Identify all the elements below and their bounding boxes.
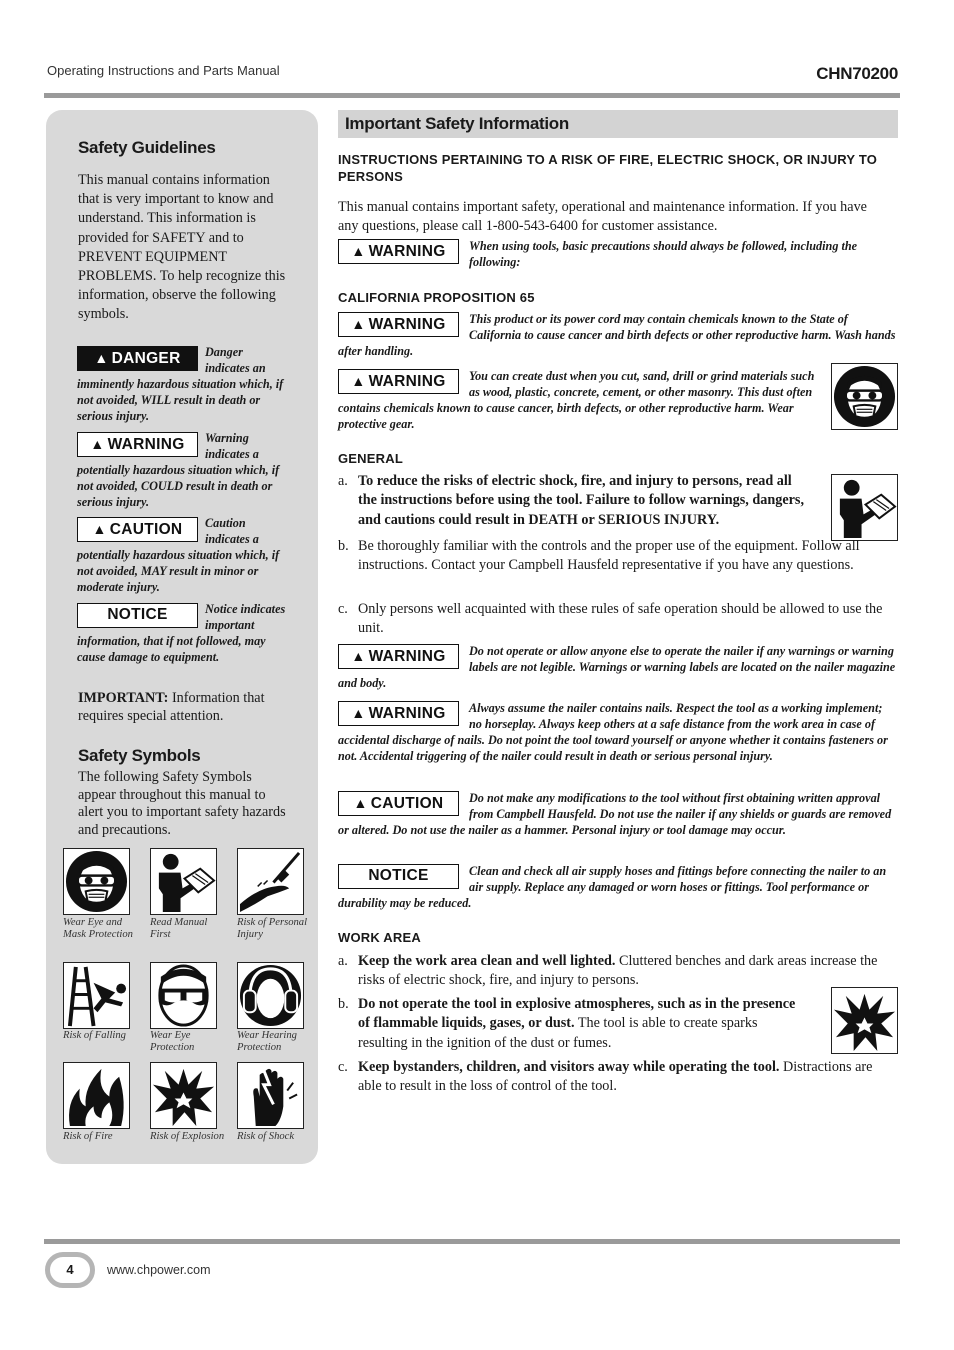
notice-badge: NOTICE — [338, 864, 459, 889]
hearing-protection-icon — [237, 962, 304, 1029]
page-number: 4 — [45, 1252, 95, 1288]
prop65-heading: CALIFORNIA PROPOSITION 65 — [338, 290, 535, 305]
manual-title: Operating Instructions and Parts Manual — [47, 63, 280, 78]
work-item-b: b. Do not operate the tool in explosive atmospheres, such as in the presence of flammable liquids, gases, or dust. The tool is able to create sparks resulting in the ignition of the dust or fumes. — [338, 996, 796, 1051]
warning-triangle-icon: ▲ — [92, 521, 107, 537]
notice-air-hoses: NOTICE Clean and check all air supply hoses and fittings before connecting the nailer to an air supply. Replace any damaged or worn hoses or fittings. Tool performance or durability may be reduced. — [338, 864, 887, 911]
safety-symbols-intro: The following Safety Symbols appear throughout this manual to alert you to important safety hazards and precautions. — [78, 769, 286, 838]
warning-triangle-icon: ▲ — [351, 705, 366, 721]
notice-badge: NOTICE — [77, 603, 198, 628]
warning-badge: ▲ WARNING — [338, 369, 459, 394]
signal-caution-text: Caution indicates a potentially hazardous situation which, if not avoided, MAY result in minor or moderate injury. — [77, 516, 280, 595]
symbol-caption: Wear Eye Protection — [150, 1030, 195, 1054]
danger-badge: ▲ DANGER — [77, 346, 198, 371]
work-area-heading: WORK AREA — [338, 930, 421, 945]
symbol-caption: Read Manual First — [150, 917, 208, 941]
warning-prop65: ▲ WARNING This product or its power cord may contain chemicals known to the State of California to cause cancer and birth defects or other reproductive harm. Wash hands after handling. — [338, 312, 896, 359]
section-title-bar — [338, 110, 898, 138]
warning-badge: ▲ WARNING — [77, 432, 198, 457]
header-rule — [44, 93, 900, 98]
model-number: CHN70200 — [816, 64, 898, 83]
safety-guidelines-intro: This manual contains information that is very important to know and understand. This information is provided for SAFETY and to PREVENT EQUIPMENT PROBLEMS. To help recognize this information, observe the following symbols. — [78, 172, 286, 323]
symbol-caption: Risk of Falling — [63, 1030, 126, 1041]
warning-triangle-icon: ▲ — [351, 648, 366, 664]
shock-icon — [237, 1062, 304, 1129]
footer-rule — [44, 1239, 900, 1244]
warning-basic-precautions: ▲ WARNING When using tools, basic precautions should always be followed, including the following: — [338, 238, 898, 270]
warning-badge: ▲ WARNING — [338, 312, 459, 337]
warning-triangle-icon: ▲ — [351, 373, 366, 389]
section-title: Important Safety Information — [345, 114, 569, 133]
caution-badge: ▲ CAUTION — [338, 791, 459, 816]
warning-triangle-icon: ▲ — [94, 350, 109, 366]
warning-triangle-icon: ▲ — [353, 795, 368, 811]
eye-protection-icon — [150, 962, 217, 1029]
caution-badge: ▲ CAUTION — [77, 517, 198, 542]
symbol-caption: Wear Hearing Protection — [237, 1030, 297, 1054]
symbol-caption: Wear Eye and Mask Protection — [63, 917, 133, 941]
general-heading: GENERAL — [338, 451, 403, 466]
eye-mask-protection-icon — [831, 363, 898, 430]
website-link[interactable]: www.chpower.com — [107, 1263, 211, 1277]
signal-caution — [77, 515, 288, 595]
signal-warning — [77, 430, 288, 510]
signal-warning-text: Warning indicates a potentially hazardous situation which, if not avoided, COULD result in death or serious injury. — [77, 431, 280, 510]
read-manual-icon — [150, 848, 217, 915]
read-manual-icon — [831, 474, 898, 541]
falling-icon — [63, 962, 130, 1029]
signal-notice — [77, 601, 288, 665]
warning-triangle-icon: ▲ — [351, 316, 366, 332]
warning-assume-nails: ▲ WARNING Always assume the nailer contains nails. Respect the tool as a working implement; no horseplay. Always keep others at a safe distance from the work area in case of accidental discharge of nails. Do not point the tool toward yourself or anyone whether it contains fasteners or not. Accidental triggering of the nailer could result in death or serious personal injury. — [338, 701, 888, 764]
safety-symbols-heading: Safety Symbols — [78, 746, 201, 765]
warning-badge: ▲ WARNING — [338, 644, 459, 669]
work-item-c: c. Keep bystanders, children, and visitors away while operating the tool. Distractions are able to result in the loss of control of the tool. — [338, 1059, 873, 1095]
eye-mask-protection-icon — [63, 848, 130, 915]
instructions-heading: INSTRUCTIONS PERTAINING TO A RISK OF FIRE, ELECTRIC SHOCK, OR INJURY TO PERSONS — [338, 152, 878, 184]
warning-badge: ▲ WARNING — [338, 239, 459, 264]
fire-icon — [63, 1062, 130, 1129]
work-item-a: a. Keep the work area clean and well lighted. Cluttered benches and dark areas increase the risks of electric shock, fire, and injury to persons. — [338, 953, 878, 989]
explosion-icon — [150, 1062, 217, 1129]
signal-notice-text: Notice indicates important information, that if not followed, may cause damage to equipment. — [77, 602, 286, 665]
general-item-b: b. Be thoroughly familiar with the controls and the proper use of the equipment. Follow all instructions. Contact your Campbell Hausfeld representative if you have any questions. — [338, 538, 860, 574]
personal-injury-icon — [237, 848, 304, 915]
important-note: IMPORTANT: Information that requires special attention. — [78, 690, 265, 724]
safety-guidelines-heading: Safety Guidelines — [78, 138, 216, 157]
general-item-c: c. Only persons well acquainted with these rules of safe operation should be allowed to use the unit. — [338, 601, 883, 637]
warning-labels-legible: ▲ WARNING Do not operate or allow anyone else to operate the nailer if any warnings or warning labels are not legible. Warnings or warning labels are located on the nailer magazine and body. — [338, 644, 896, 691]
symbol-caption: Risk of Explosion — [150, 1131, 225, 1142]
signal-danger-text: Danger indicates an imminently hazardous situation which, if not avoided, WILL result in death or serious injury. — [77, 345, 284, 424]
caution-modifications: ▲ CAUTION Do not make any modifications to the tool without first obtaining written approval from Campbell Hausfeld. Do not use the nailer if any shields or guards are removed or altered. Do not use the nailer as a hammer. Personal injury or tool damage may occur. — [338, 791, 892, 838]
symbol-caption: Risk of Shock — [237, 1131, 295, 1142]
symbol-caption: Risk of Fire — [63, 1131, 113, 1142]
warning-dust: ▲ WARNING You can create dust when you cut, sand, drill or grind materials such as wood, plastic, concrete, cement, or other masonry. This dust often contains chemicals known to cause cancer, birth defects, or other reproductive harm. Wear protective gear. — [338, 369, 815, 432]
warning-badge: ▲ WARNING — [338, 701, 459, 726]
warning-triangle-icon: ▲ — [90, 436, 105, 452]
signal-danger — [77, 344, 288, 424]
general-item-a: a. To reduce the risks of electric shock, fire, and injury to persons, read all the instructions before using the tool. Failure to follow warnings, dangers, and cautions could result in DEATH or SERIOUS INJURY. — [338, 473, 804, 528]
symbol-caption: Risk of Personal Injury — [237, 917, 308, 941]
intro-paragraph: This manual contains important safety, operational and maintenance information. If you have any questions, please call 1-800-543-6400 for customer assistance. — [338, 199, 867, 235]
warning-triangle-icon: ▲ — [351, 243, 366, 259]
explosion-icon — [831, 987, 898, 1054]
